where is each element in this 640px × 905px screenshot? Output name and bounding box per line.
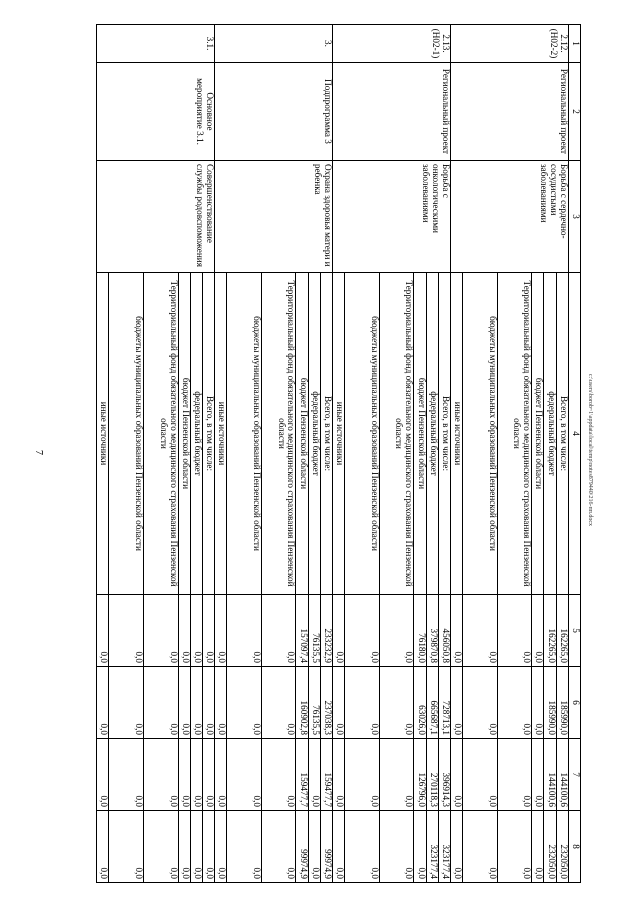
amount-col-6: 76135,5 bbox=[308, 667, 320, 739]
funding-source: федеральный бюджет bbox=[190, 273, 202, 595]
amount-col-6: 665687,1 bbox=[426, 667, 438, 739]
amount-col-7: 0,0 bbox=[532, 739, 544, 811]
amount-col-7: 0,0 bbox=[261, 739, 296, 811]
funding-source: бюджеты муниципальных образований Пензенской области bbox=[345, 273, 380, 595]
amount-col-7: 396914,3 bbox=[438, 739, 450, 811]
funding-source: бюджет Пензенской области bbox=[178, 273, 190, 595]
amount-col-8: 0,0 bbox=[144, 811, 179, 883]
amount-col-8: 323177,4 bbox=[438, 811, 450, 883]
table-wrapper bbox=[96, 24, 581, 882]
header-row bbox=[568, 25, 580, 883]
amount-col-6: 63026,0 bbox=[414, 667, 426, 739]
amount-col-5: 0,0 bbox=[227, 595, 262, 667]
amount-col-5: 0,0 bbox=[532, 595, 544, 667]
item-name: Борьба с сердечно-сосудистыми заболеваниями bbox=[450, 161, 568, 273]
amount-col-6: 0,0 bbox=[379, 667, 414, 739]
amount-col-7: 0,0 bbox=[333, 739, 345, 811]
amount-col-5: 0,0 bbox=[450, 595, 462, 667]
amount-col-8: 0,0 bbox=[190, 811, 202, 883]
amount-col-8: 99974,9 bbox=[296, 811, 308, 883]
amount-col-7: 0,0 bbox=[215, 739, 227, 811]
amount-col-5: 0,0 bbox=[497, 595, 532, 667]
amount-col-7: 0,0 bbox=[463, 739, 498, 811]
amount-col-7: 144100,6 bbox=[544, 739, 556, 811]
item-type: Региональный проект bbox=[333, 63, 451, 161]
amount-col-6: 0,0 bbox=[144, 667, 179, 739]
amount-col-5: 456050,8 bbox=[438, 595, 450, 667]
amount-col-6: 0,0 bbox=[450, 667, 462, 739]
column-number-3: 3 bbox=[568, 161, 580, 273]
funding-source: иные источники bbox=[333, 273, 345, 595]
amount-col-6: 0,0 bbox=[532, 667, 544, 739]
amount-col-8: 0,0 bbox=[261, 811, 296, 883]
amount-col-8: 0,0 bbox=[450, 811, 462, 883]
amount-col-7: 0,0 bbox=[97, 739, 110, 811]
amount-col-8: 0,0 bbox=[414, 811, 426, 883]
funding-source: Всего, в том числе: bbox=[556, 273, 568, 595]
amount-col-5: 0,0 bbox=[97, 595, 110, 667]
amount-col-6: 0,0 bbox=[227, 667, 262, 739]
amount-col-8: 232050,0 bbox=[556, 811, 568, 883]
funding-source: Всего, в том числе: bbox=[320, 273, 332, 595]
funding-source: федеральный бюджет bbox=[544, 273, 556, 595]
table-row bbox=[438, 25, 450, 883]
amount-col-5: 0,0 bbox=[215, 595, 227, 667]
amount-col-8: 0,0 bbox=[333, 811, 345, 883]
amount-col-7: 0,0 bbox=[178, 739, 190, 811]
amount-col-5: 0,0 bbox=[261, 595, 296, 667]
amount-col-6: 0,0 bbox=[215, 667, 227, 739]
amount-col-8: 0,0 bbox=[532, 811, 544, 883]
item-name: Совершенствование службы родовспоможения bbox=[97, 161, 215, 273]
budget-table bbox=[96, 24, 581, 883]
amount-col-7: 0,0 bbox=[497, 739, 532, 811]
amount-col-7: 159477,7 bbox=[320, 739, 332, 811]
amount-col-7: 270118,3 bbox=[426, 739, 438, 811]
amount-col-6: 237038,3 bbox=[320, 667, 332, 739]
funding-source: бюджет Пензенской области bbox=[414, 273, 426, 595]
column-number-6: 6 bbox=[568, 667, 580, 739]
funding-source: федеральный бюджет bbox=[426, 273, 438, 595]
amount-col-5: 0,0 bbox=[463, 595, 498, 667]
amount-col-7: 144100,6 bbox=[556, 739, 568, 811]
table-row bbox=[203, 25, 215, 883]
item-type: Региональный проект bbox=[450, 63, 568, 161]
funding-source: бюджет Пензенской области bbox=[532, 273, 544, 595]
amount-col-6: 0,0 bbox=[497, 667, 532, 739]
page-number: 7 bbox=[33, 450, 44, 455]
column-number-2: 2 bbox=[568, 63, 580, 161]
amount-col-7: 0,0 bbox=[109, 739, 144, 811]
amount-col-8: 0,0 bbox=[308, 811, 320, 883]
funding-source: бюджеты муниципальных образований Пензенской области bbox=[227, 273, 262, 595]
amount-col-7: 0,0 bbox=[308, 739, 320, 811]
amount-col-7: 0,0 bbox=[144, 739, 179, 811]
amount-col-5: 162265,0 bbox=[544, 595, 556, 667]
amount-col-6: 0,0 bbox=[109, 667, 144, 739]
table-row bbox=[320, 25, 332, 883]
amount-col-8: 323177,4 bbox=[426, 811, 438, 883]
amount-col-6: 0,0 bbox=[97, 667, 110, 739]
amount-col-7: 0,0 bbox=[203, 739, 215, 811]
column-number-5: 5 bbox=[568, 595, 580, 667]
amount-col-5: 0,0 bbox=[333, 595, 345, 667]
funding-source: Территориальный фонд обязательного медицинского страхования Пензенской области bbox=[261, 273, 296, 595]
amount-col-6: 0,0 bbox=[261, 667, 296, 739]
amount-col-5: 162265,0 bbox=[556, 595, 568, 667]
amount-col-5: 76135,5 bbox=[308, 595, 320, 667]
amount-col-5: 76180,0 bbox=[414, 595, 426, 667]
amount-col-7: 0,0 bbox=[450, 739, 462, 811]
item-type: Подпрограмма 3 bbox=[215, 63, 333, 161]
funding-source: Территориальный фонд обязательного медицинского страхования Пензенской области bbox=[379, 273, 414, 595]
amount-col-6: 0,0 bbox=[463, 667, 498, 739]
amount-col-5: 157097,4 bbox=[296, 595, 308, 667]
funding-source: бюджеты муниципальных образований Пензенской области bbox=[463, 273, 498, 595]
amount-col-6: 0,0 bbox=[178, 667, 190, 739]
amount-col-8: 0,0 bbox=[97, 811, 110, 883]
amount-col-6: 0,0 bbox=[345, 667, 380, 739]
funding-source: иные источники bbox=[450, 273, 462, 595]
funding-source: Всего, в том числе: bbox=[438, 273, 450, 595]
funding-source: Территориальный фонд обязательного медицинского страхования Пензенской области bbox=[497, 273, 532, 595]
amount-col-7: 126796,0 bbox=[414, 739, 426, 811]
amount-col-7: 159477,7 bbox=[296, 739, 308, 811]
amount-col-8: 0,0 bbox=[379, 811, 414, 883]
funding-source: бюджет Пензенской области bbox=[296, 273, 308, 595]
amount-col-5: 0,0 bbox=[109, 595, 144, 667]
amount-col-5: 0,0 bbox=[345, 595, 380, 667]
amount-col-8: 99974,9 bbox=[320, 811, 332, 883]
amount-col-5: 0,0 bbox=[203, 595, 215, 667]
amount-col-6: 160902,8 bbox=[296, 667, 308, 739]
funding-source: федеральный бюджет bbox=[308, 273, 320, 595]
amount-col-7: 0,0 bbox=[190, 739, 202, 811]
funding-source: Территориальный фонд обязательного медицинского страхования Пензенской области bbox=[144, 273, 179, 595]
item-code: 2.13. (Н02-1) bbox=[333, 25, 451, 63]
amount-col-8: 0,0 bbox=[227, 811, 262, 883]
column-number-7: 7 bbox=[568, 739, 580, 811]
item-name: Борьба с онкологическими заболеваниями bbox=[333, 161, 451, 273]
item-code: 3. bbox=[215, 25, 333, 63]
amount-col-7: 0,0 bbox=[227, 739, 262, 811]
item-type: Основное мероприятие 3.1. bbox=[97, 63, 215, 161]
column-number-1: 1 bbox=[568, 25, 580, 63]
funding-source: бюджеты муниципальных образований Пензенской области bbox=[109, 273, 144, 595]
amount-col-8: 0,0 bbox=[178, 811, 190, 883]
amount-col-8: 0,0 bbox=[109, 811, 144, 883]
item-code: 3.1. bbox=[97, 25, 215, 63]
amount-col-5: 0,0 bbox=[144, 595, 179, 667]
amount-col-6: 0,0 bbox=[190, 667, 202, 739]
footer-file-path: c:\users\borob~1\appdata\local\temp\notes879440\216-пп.docx bbox=[587, 373, 593, 527]
amount-col-8: 0,0 bbox=[215, 811, 227, 883]
amount-col-6: 185990,0 bbox=[544, 667, 556, 739]
amount-col-5: 0,0 bbox=[379, 595, 414, 667]
amount-col-7: 0,0 bbox=[345, 739, 380, 811]
funding-source: иные источники bbox=[97, 273, 110, 595]
funding-source: иные источники bbox=[215, 273, 227, 595]
amount-col-6: 185990,0 bbox=[556, 667, 568, 739]
amount-col-5: 0,0 bbox=[190, 595, 202, 667]
amount-col-6: 0,0 bbox=[333, 667, 345, 739]
amount-col-8: 0,0 bbox=[203, 811, 215, 883]
item-code: 2.12. (Н02-2) bbox=[450, 25, 568, 63]
funding-source: Всего, в том числе: bbox=[203, 273, 215, 595]
amount-col-5: 0,0 bbox=[178, 595, 190, 667]
amount-col-5: 233232,9 bbox=[320, 595, 332, 667]
item-name: Охрана здоровья матери и ребенка bbox=[215, 161, 333, 273]
table-row bbox=[556, 25, 568, 883]
amount-col-5: 379870,8 bbox=[426, 595, 438, 667]
amount-col-7: 0,0 bbox=[379, 739, 414, 811]
amount-col-8: 0,0 bbox=[497, 811, 532, 883]
amount-col-8: 0,0 bbox=[463, 811, 498, 883]
amount-col-8: 0,0 bbox=[345, 811, 380, 883]
amount-col-6: 728713,1 bbox=[438, 667, 450, 739]
amount-col-6: 0,0 bbox=[203, 667, 215, 739]
amount-col-8: 232050,0 bbox=[544, 811, 556, 883]
column-number-4: 4 bbox=[568, 273, 580, 595]
column-number-8: 8 bbox=[568, 811, 580, 883]
